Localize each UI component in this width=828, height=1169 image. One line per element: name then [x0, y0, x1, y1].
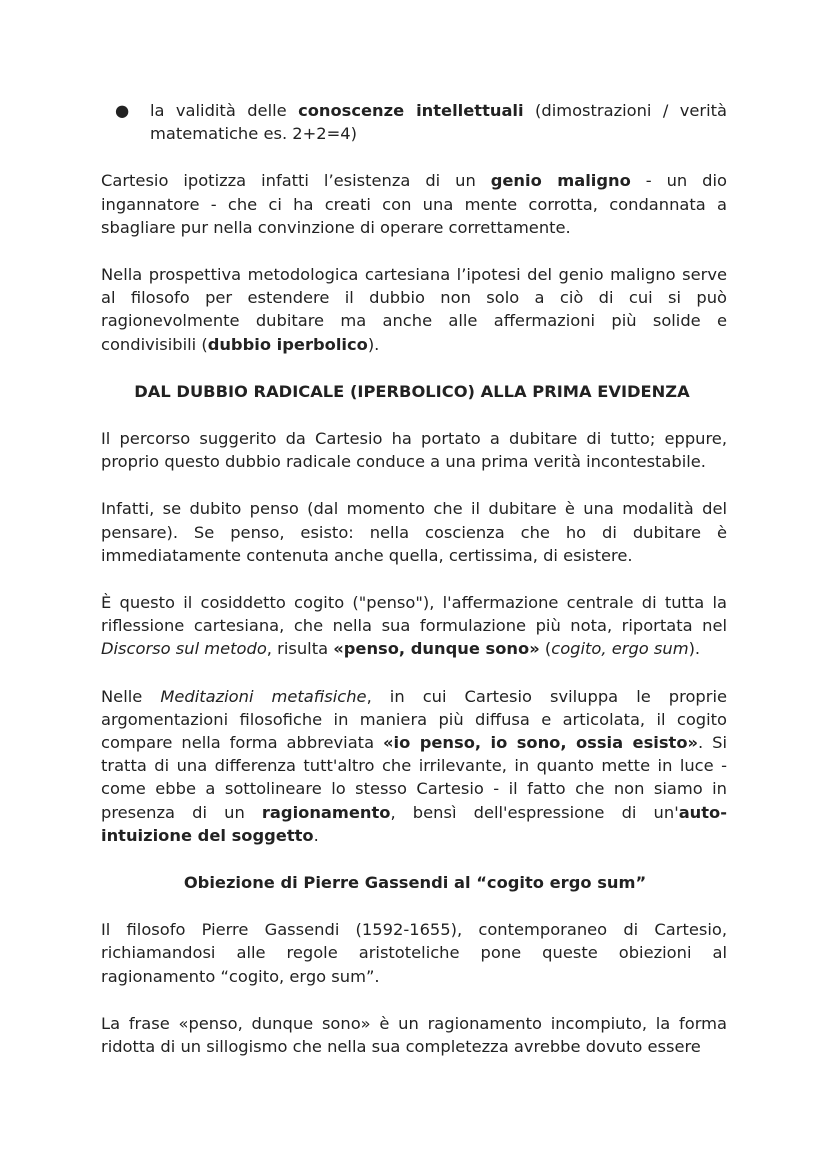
- section-heading-gassendi: Obiezione di Pierre Gassendi al “cogito ergo sum”: [183, 873, 647, 893]
- text-run: , in cui Cartesio sviluppa le proprie argomentazioni filosofiche in maniera più diffusa e articolata, il cogito compare nella forma abbreviata: [101, 686, 727, 753]
- paragraph-gassendi: Il filosofo Pierre Gassendi (1592-1655), contemporaneo di Cartesio, richiamandosi alle regole aristoteliche pone queste obiezioni al ragionamento “cogito, ergo sum”.: [101, 920, 727, 986]
- bullet-text-end: (dimostrazioni / verità matematiche es. 2+2=4): [150, 101, 728, 144]
- text-run: , risulta: [266, 639, 334, 659]
- text-run: .: [313, 825, 319, 845]
- text-run: ).: [367, 334, 380, 354]
- paragraph-genio-maligno: [101, 169, 727, 239]
- text-run: È questo il cosiddetto cogito ("penso"), l'affermazione centrale di tutta la riflessione cartesiana, che nella sua formulazione più nota, riportata nel: [101, 593, 727, 636]
- text-run: . Si tratta di una differenza tutt'altro che irrilevante, in quanto mette in luce - come ebbe a sottolineare lo stesso Cartesio - il fatto che non siamo in presenza di un: [101, 733, 728, 822]
- bold-quote-io-penso: «io penso, io sono, ossia esisto»: [383, 733, 699, 753]
- text-run: Nelle: [101, 686, 161, 706]
- paragraph-meditazioni: [101, 685, 727, 847]
- italic-title-discorso: Discorso sul metodo: [101, 639, 267, 659]
- text-run: ).: [688, 639, 701, 659]
- bold-quote-penso-dunque-sono: «penso, dunque sono»: [333, 639, 540, 659]
- italic-latin-cogito: cogito, ergo sum: [551, 639, 689, 659]
- paragraph-cogito: [101, 591, 727, 661]
- bold-term-auto-intuizione: auto-intuizione del soggetto: [101, 802, 727, 845]
- italic-title-meditazioni: Meditazioni metafisiche: [160, 686, 367, 706]
- text-run: Nella prospettiva metodologica cartesiana l’ipotesi del genio maligno serve al filosofo per estendere il dubbio non solo a ciò di cui si può ragionevolmente dubitare ma anche alle affermazioni più solide e condivisibili (: [101, 265, 727, 354]
- section-heading-prima-evidenza: DAL DUBBIO RADICALE (IPERBOLICO) ALLA PRIMA EVIDENZA: [134, 381, 690, 401]
- text-run: - un dio ingannatore - che ci ha creati con una mente corrotta, condannata a sbagliare pur nella convinzione di operare correttamente.: [101, 171, 727, 237]
- text-run: , bensì dell'espressione di un': [390, 802, 679, 822]
- bullet-dot-icon: ●: [115, 101, 130, 120]
- bullet-bold-term: conoscenze intellettuali: [298, 101, 524, 120]
- bold-term-ragionamento: ragionamento: [261, 802, 391, 822]
- bold-term-genio-maligno: genio maligno: [490, 171, 631, 191]
- text-run: (: [539, 639, 552, 659]
- document-body: [101, 99, 727, 1082]
- bullet-item-intellectual-knowledge: [101, 99, 727, 145]
- text-run: Cartesio ipotizza infatti l’esistenza di un: [101, 171, 491, 191]
- paragraph-dubbio-iperbolico: [101, 263, 727, 356]
- paragraph-sillogismo: La frase «penso, dunque sono» è un ragionamento incompiuto, la forma ridotta di un sillogismo che nella sua completezza avrebbe dovuto essere: [101, 1013, 727, 1057]
- bold-term-dubbio-iperbolico: dubbio iperbolico: [207, 334, 368, 354]
- paragraph-percorso: Il percorso suggerito da Cartesio ha portato a dubitare di tutto; eppure, proprio questo dubbio radicale conduce a una prima verità incontestabile.: [101, 429, 727, 472]
- paragraph-se-dubito-penso: Infatti, se dubito penso (dal momento che il dubitare è una modalità del pensare). Se penso, esisto: nella coscienza che ho di dubitare è immediatamente contenuta anche quella, certissima, di esistere.: [101, 499, 727, 565]
- bullet-text: la validità delle: [150, 101, 299, 120]
